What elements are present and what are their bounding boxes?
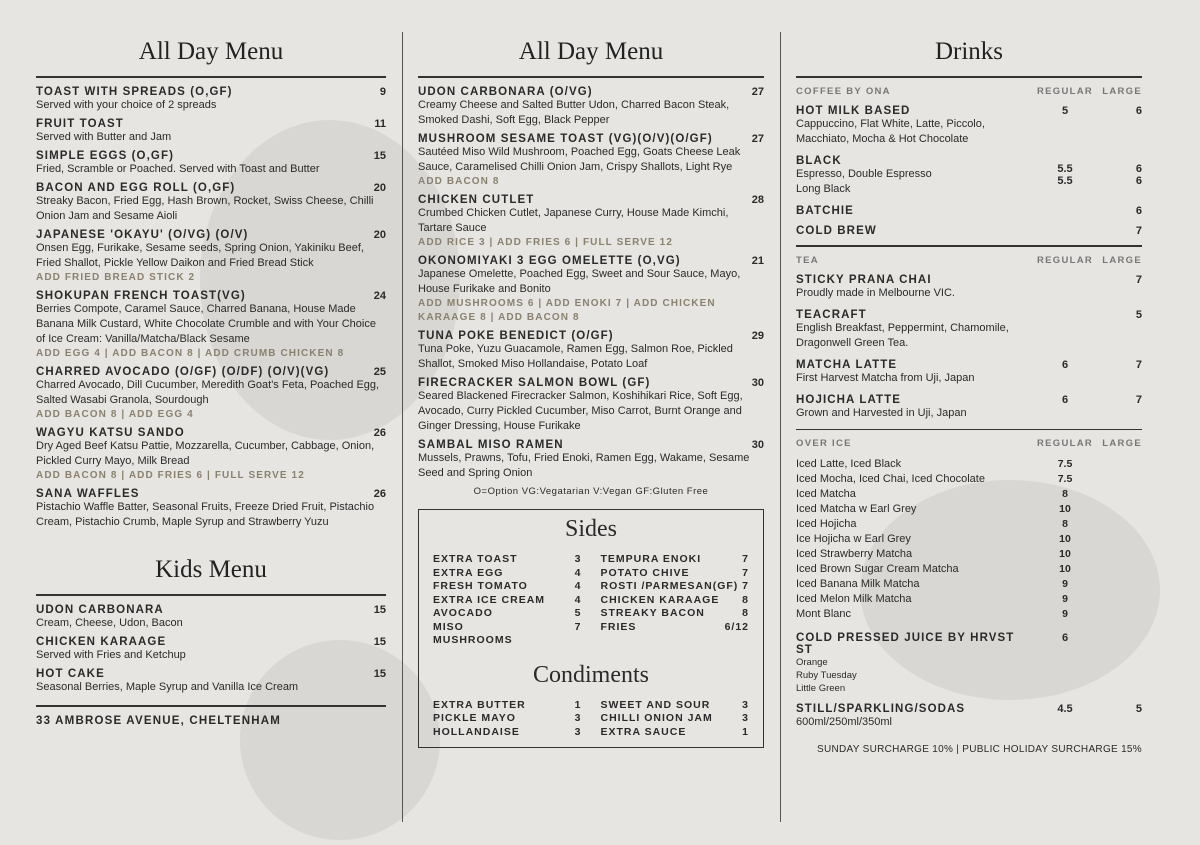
side-name: EXTRA EGG [433,566,504,579]
iced-drink-name: Iced Latte, Iced Black [796,458,902,470]
drink-row [796,274,1142,301]
section-label: COFFEE BY ONA [796,86,891,97]
spacer [1100,532,1142,547]
item-description: Dry Aged Beef Katsu Pattie, Mozzarella, Cucumber, Cabbage, Onion, Pickled Curry Mayo, Milk Bread [36,440,375,467]
menu-item [418,255,764,325]
spacer [1100,517,1142,532]
juice-flavour: Little Green [796,683,846,694]
large-column-label: LARGE [1102,254,1142,266]
drink-row [796,105,1142,147]
menu-item [36,118,386,145]
item-price: 9 [379,86,386,98]
item-name: FIRECRACKER SALMON BOWL (GF) [418,377,651,389]
regular-column-label: REGULAR [1036,438,1094,449]
juice-flavour: Ruby Tuesday [796,670,857,681]
iced-drink-name: Ice Hojicha w Earl Grey [796,533,911,545]
iced-drink-row [796,577,1142,592]
item-description: Charred Avocado, Dill Cucumber, Meredith Goat's Feta, Poached Egg, Salted Wasabi Granola, Sourdough [36,379,380,406]
iced-drink-name: Iced Strawberry Matcha [796,548,913,560]
divider [796,245,1142,247]
menu-item [36,182,386,224]
item-price: 26 [373,488,386,500]
iced-drink-price: 8 [1062,518,1068,530]
drink-item [796,394,1142,421]
menu-item [36,290,386,361]
drink-description: Espresso, Double Espresso Long Black [796,168,932,195]
divider [418,76,764,78]
drink-text [796,155,1030,197]
iced-drink-name: Iced Mocha, Iced Chai, Iced Chocolate [796,473,985,485]
item-price: 21 [751,255,764,267]
side-name: SWEET AND SOUR [600,698,711,711]
menu-item [36,668,386,695]
item-description: Mussels, Prawns, Tofu, Fried Enoki, Ramen Egg, Wakame, Sesame Seed and Spring Onion [418,452,750,479]
condiments-list-left [433,699,582,740]
side-price: 8 [742,593,749,606]
large-column-label: LARGE [1102,86,1142,97]
side-item [433,580,582,594]
item-addons: ADD MUSHROOMS 6 | ADD ENOKI 7 | ADD CHICKEN KARAAGE 8 | ADD BACON 8 [418,298,716,323]
item-description: Cream, Cheese, Udon, Bacon [36,617,183,629]
large-column-label: LARGE [1102,438,1142,449]
kids-menu-title: Kids Menu [155,556,267,583]
drink-description: Grown and Harvested in Uji, Japan [796,406,967,419]
drink-item [796,155,1142,197]
side-item [433,726,582,740]
side-name: MISO [433,620,464,633]
surcharge-note: SUNDAY SURCHARGE 10% | PUBLIC HOLIDAY SURCHARGE 15% [816,744,1142,755]
side-name: EXTRA SAUCE [600,725,687,738]
sides-list-right [600,553,749,648]
drink-text [796,274,1030,301]
sodas-item [796,703,1142,730]
side-price: 7 [574,620,582,633]
drinks-section-header [796,438,1142,449]
menu-item [36,427,386,483]
dietary-legend: O=Option VG:Vegatarian V:Vegan GF:Gluten Free [473,486,709,497]
drink-name: BLACK [796,155,842,167]
divider [36,594,386,596]
side-name: EXTRA BUTTER [433,698,526,711]
divider [36,705,386,707]
left-column [36,30,386,727]
spacer [1100,457,1142,472]
iced-drink-name: Iced Banana Milk Matcha [796,578,920,590]
large-price: 7 [1135,273,1142,286]
item-price: 30 [751,377,764,389]
item-name: JAPANESE 'OKAYU' (O/VG) (O/V) [36,229,249,241]
large-price: 7 [1135,225,1142,237]
side-name: POTATO CHIVE [600,566,690,579]
divider [796,76,1142,78]
side-name: ROSTI /PARMESAN(GF) [600,580,739,592]
iced-drink-price: 10 [1059,533,1071,545]
side-price: 7 [742,566,749,579]
all-day-menu-list [418,86,764,481]
item-name: TUNA POKE BENEDICT (O/GF) [418,330,614,342]
sodas-sizes: 600ml/250ml/350ml [796,716,892,728]
drink-row [796,225,1142,237]
side-item [600,567,749,581]
side-item [600,553,749,567]
regular-column-label: REGULAR [1036,86,1094,97]
side-name: CHILLI ONION JAM [600,712,713,724]
item-price: 15 [373,604,386,616]
side-name: TEMPURA ENOKI [600,553,702,565]
side-item [600,621,749,635]
item-name: BACON AND EGG ROLL (O,GF) [36,182,236,194]
item-addons: ADD EGG 4 | ADD BACON 8 | ADD CRUMB CHICKEN 8 [36,348,345,359]
side-price: 1 [742,725,749,738]
middle-column [418,30,764,748]
drinks-sections [796,86,1142,730]
drink-description: First Harvest Matcha from Uji, Japan [796,371,975,384]
item-addons: ADD BACON 8 | ADD EGG 4 [36,409,194,420]
iced-drink-row [796,532,1142,547]
item-description: Creamy Cheese and Salted Butter Udon, Charred Bacon Steak, Smoked Dashi, Soft Egg, Black Pepper [418,99,730,126]
section-title: All Day Menu [518,38,664,65]
iced-drink-row [796,472,1142,487]
sides-title: Sides [564,516,617,542]
spacer [1100,577,1142,592]
item-price: 20 [373,229,386,241]
iced-drink-name: Iced Matcha w Earl Grey [796,503,917,515]
item-price: 20 [373,182,386,194]
side-item [600,580,749,594]
side-item [600,699,749,713]
menu-item [418,133,764,189]
item-name: TOAST WITH SPREADS (O,GF) [36,86,233,98]
spacer [1100,607,1142,622]
item-description: Seared Blackened Firecracker Salmon, Koshihikari Rice, Soft Egg, Avocado, Curry Pickled Cucumber, Miso Carrot, Burnt Orange and Ginger Dressing, House Furikake [418,390,743,432]
side-item [433,594,582,608]
spacer [1100,487,1142,502]
iced-drink-name: Mont Blanc [796,608,852,620]
juice-flavour: Orange [796,657,828,668]
drinks-section-header [796,86,1142,97]
drink-text [796,394,1030,421]
spacer [1100,547,1142,562]
regular-price [1030,274,1100,301]
side-item [433,621,582,635]
item-description: Crumbed Chicken Cutlet, Japanese Curry, House Made Kimchi, Tartare Sauce [418,207,729,234]
drink-text [796,225,1030,237]
item-description: Sautéed Miso Wild Mushroom, Poached Egg, Goats Cheese Leak Sauce, Caramelised Chilli Onion Jam, Crispy Shallots, Light Rye [418,146,741,173]
side-name: PICKLE MAYO [433,712,516,724]
side-item [600,726,749,740]
menu-item [36,366,386,422]
item-description: Fried, Scramble or Poached. Served with Toast and Butter [36,163,320,175]
item-name: SIMPLE EGGS (O,GF) [36,150,175,162]
drink-name: STICKY PRANA CHAI [796,273,932,286]
drink-row [796,205,1142,217]
drink-name: MATCHA LATTE [796,358,898,371]
drink-row [796,394,1142,421]
sides-box [418,509,764,748]
drink-item [796,359,1142,386]
menu-item [418,330,764,372]
side-price: 3 [742,698,749,711]
regular-column-label: REGULAR [1036,254,1094,266]
drink-row [796,632,1142,695]
iced-drink-row [796,592,1142,607]
item-addons: ADD BACON 8 | ADD FRIES 6 | FULL SERVE 12 [36,470,305,481]
section-label: TEA [796,254,819,266]
spacer [1100,502,1142,517]
address: 33 AMBROSE AVENUE, CHELTENHAM [36,714,282,727]
sodas-name: STILL/SPARKLING/SODAS [796,703,966,715]
item-description: Pistachio Waffle Batter, Seasonal Fruits, Freeze Dried Fruit, Pistachio Cream, Pistachio Crumb, Maple Syrup and Strawberry Yuzu [36,501,375,528]
item-description: Served with Butter and Jam [36,131,172,143]
iced-drink-price: 9 [1062,593,1068,605]
menu-item [36,488,386,530]
sides-list-left [433,553,582,648]
item-description: Berries Compote, Caramel Sauce, Charred Banana, House Made Banana Milk Custard, White Chocolate Crumble and with Your Choice of Ice Cream: Vanilla/Matcha/Black Sesame [36,303,376,345]
side-name: EXTRA ICE CREAM [433,593,546,606]
juice-item [796,632,1142,695]
item-name: FRUIT TOAST [36,118,124,130]
item-description: Seasonal Berries, Maple Syrup and Vanilla Ice Cream [36,681,299,693]
side-price: 7 [742,553,749,565]
drink-text [796,205,1030,217]
side-price: 3 [574,712,582,724]
section-title: All Day Menu [138,38,284,65]
drinks-section-header [796,255,1142,266]
menu-item [36,229,386,285]
regular-price [1030,225,1100,237]
item-description: Served with your choice of 2 spreads [36,99,217,111]
iced-drink-row [796,547,1142,562]
divider [796,429,1142,431]
side-item [433,634,582,648]
drink-item [796,309,1142,351]
side-price: 4 [574,580,582,592]
drink-row [796,359,1142,386]
item-name: SHOKUPAN FRENCH TOAST(VG) [36,290,246,302]
regular-price: 6 [1061,393,1069,406]
side-price: 5 [574,607,582,619]
large-price: 6 6 [1135,163,1142,187]
iced-drink-price: 10 [1059,563,1071,575]
drink-item [796,274,1142,301]
iced-drink-row [796,502,1142,517]
side-price: 6/12 [724,620,749,633]
regular-price: 5.5 5.5 [1057,163,1073,187]
item-price: 27 [751,86,764,98]
menu-item [36,604,386,631]
iced-drink-row [796,607,1142,622]
iced-drink-price: 8 [1062,488,1068,500]
section-label: OVER ICE [796,438,852,449]
side-price: 3 [742,712,749,724]
menu-item [418,86,764,128]
item-name: OKONOMIYAKI 3 EGG OMELETTE (O,VG) [418,255,681,267]
item-price: 29 [751,330,764,342]
item-name: CHICKEN CUTLET [418,194,535,206]
item-price: 30 [751,439,764,451]
spacer [1100,472,1142,487]
item-name: SAMBAL MISO RAMEN [418,439,564,451]
iced-drink-name: Iced Hojicha [796,518,857,530]
menu-item [418,194,764,250]
drink-name: HOT MILK BASED [796,105,911,117]
side-name: AVOCADO [433,607,493,619]
column-divider [780,32,781,822]
item-price: 25 [373,366,386,378]
side-item [433,567,582,581]
column-divider [402,32,403,822]
item-name: CHARRED AVOCADO (O/GF) (O/DF) (O/V)(VG) [36,366,330,378]
drink-name: BATCHIE [796,205,854,217]
side-name: EXTRA TOAST [433,553,518,565]
side-item [433,712,582,726]
spacer [1100,592,1142,607]
large-price: 7 [1135,358,1142,371]
item-description: Japanese Omelette, Poached Egg, Sweet and Sour Sauce, Mayo, House Furikake and Bonito [418,268,741,295]
item-price: 27 [751,133,764,145]
side-item [433,699,582,713]
regular-price: 6 [1061,358,1069,371]
iced-drink-name: Iced Matcha [796,488,856,500]
iced-drink-price: 10 [1059,548,1071,560]
side-item [433,607,582,621]
item-description: Streaky Bacon, Fried Egg, Hash Brown, Rocket, Swiss Cheese, Chilli Onion Jam and Sesame Aioli [36,195,374,222]
iced-drink-row [796,487,1142,502]
item-price: 15 [373,150,386,162]
regular-price [1030,205,1100,217]
large-price: 7 [1135,393,1142,406]
item-price: 11 [374,118,386,130]
drink-item [796,225,1142,237]
drinks-column [796,30,1142,755]
drink-text [796,632,1030,695]
item-description: Tuna Poke, Yuzu Guacamole, Ramen Egg, Salmon Roe, Pickled Shallot, Smoked Miso Hollandaise, Potato Loaf [418,343,733,370]
menu-item [36,150,386,177]
iced-drink-price: 9 [1062,608,1068,620]
large-price: 5 [1135,308,1142,321]
condiments-title: Condiments [532,661,649,688]
item-price: 26 [373,427,386,439]
divider [36,76,386,78]
large-price: 6 [1135,105,1142,117]
drink-text [796,309,1030,351]
side-item [600,594,749,608]
item-name: CHICKEN KARAAGE [36,636,167,648]
item-price: 15 [373,636,386,648]
drink-name: TEACRAFT [796,308,867,321]
item-addons: ADD FRIED BREAD STICK 2 [36,272,196,283]
side-item [433,553,582,567]
side-item [600,607,749,621]
side-price: 4 [574,566,582,579]
large-price: 6 [1135,205,1142,217]
drink-description: Proudly made in Melbourne VIC. [796,286,955,299]
side-price: 3 [574,725,582,738]
side-name: FRIES [600,620,637,633]
item-price: 28 [751,194,764,206]
drink-description: Cappuccino, Flat White, Latte, Piccolo, Macchiato, Mocha & Hot Chocolate [796,118,985,145]
spacer [1100,562,1142,577]
item-price: 15 [373,668,386,680]
large-price: 5 [1135,703,1142,715]
side-price: 4 [574,593,582,606]
item-name: MUSHROOM SESAME TOAST (VG)(O/V)(O/GF) [418,133,713,145]
item-addons: ADD RICE 3 | ADD FRIES 6 | FULL SERVE 12 [418,237,674,248]
item-name: WAGYU KATSU SANDO [36,427,185,439]
menu-item [36,86,386,113]
item-name: UDON CARBONARA (O/VG) [418,86,593,98]
regular-price [1030,309,1100,351]
iced-drink-row [796,457,1142,472]
kids-menu-list [36,604,386,695]
iced-drink-row [796,517,1142,532]
juice-price: 6 [1061,632,1069,644]
iced-drink-name: Iced Brown Sugar Cream Matcha [796,563,959,575]
drink-row [796,309,1142,351]
side-name: STREAKY BACON [600,607,705,619]
item-price: 24 [373,290,386,302]
iced-drink-name: Iced Melon Milk Matcha [796,593,912,605]
juice-name: COLD PRESSED JUICE BY HRVST ST [796,632,1015,656]
iced-drink-price: 10 [1059,503,1071,515]
regular-price: 5 [1061,105,1069,117]
side-price: 1 [574,698,582,711]
side-name: FRESH TOMATO [433,580,528,592]
item-name: SANA WAFFLES [36,488,140,500]
iced-drink-row [796,562,1142,577]
side-price: 3 [574,553,582,565]
all-day-menu-list [36,86,386,530]
drink-item [796,205,1142,217]
drink-name: HOJICHA LATTE [796,393,902,406]
drink-description: English Breakfast, Peppermint, Chamomile, Dragonwell Green Tea. [796,321,1009,349]
item-name: UDON CARBONARA [36,604,164,616]
drink-row [796,703,1142,730]
drink-text [796,703,1030,730]
side-name: HOLLANDAISE [433,725,520,738]
iced-drink-price: 7.5 [1057,473,1073,485]
side-item [600,712,749,726]
item-description: Served with Fries and Ketchup [36,649,186,661]
iced-drink-price: 7.5 [1057,458,1073,470]
side-price: 8 [742,607,749,619]
drink-name: COLD BREW [796,225,877,237]
item-description: Onsen Egg, Furikake, Sesame seeds, Spring Onion, Yakiniku Beef, Fried Shallot, Pickle Yellow Daikon and Fried Bread Stick [36,242,364,269]
menu-item [36,636,386,663]
iced-drink-price: 9 [1062,578,1068,590]
menu-item [418,439,764,481]
drink-text [796,359,1030,386]
spacer [1100,632,1142,695]
drink-row [796,155,1142,197]
side-name: MUSHROOMS [433,634,513,646]
side-name: CHICKEN KARAAGE [600,593,720,606]
condiments-list-right [600,699,749,740]
item-name: HOT CAKE [36,668,105,680]
item-addons: ADD BACON 8 [418,176,500,187]
drinks-title: Drinks [934,38,1004,65]
drink-text [796,105,1030,147]
side-price: 7 [742,580,749,592]
menu-item [418,377,764,434]
drink-item [796,105,1142,147]
regular-price: 4.5 [1057,703,1073,715]
